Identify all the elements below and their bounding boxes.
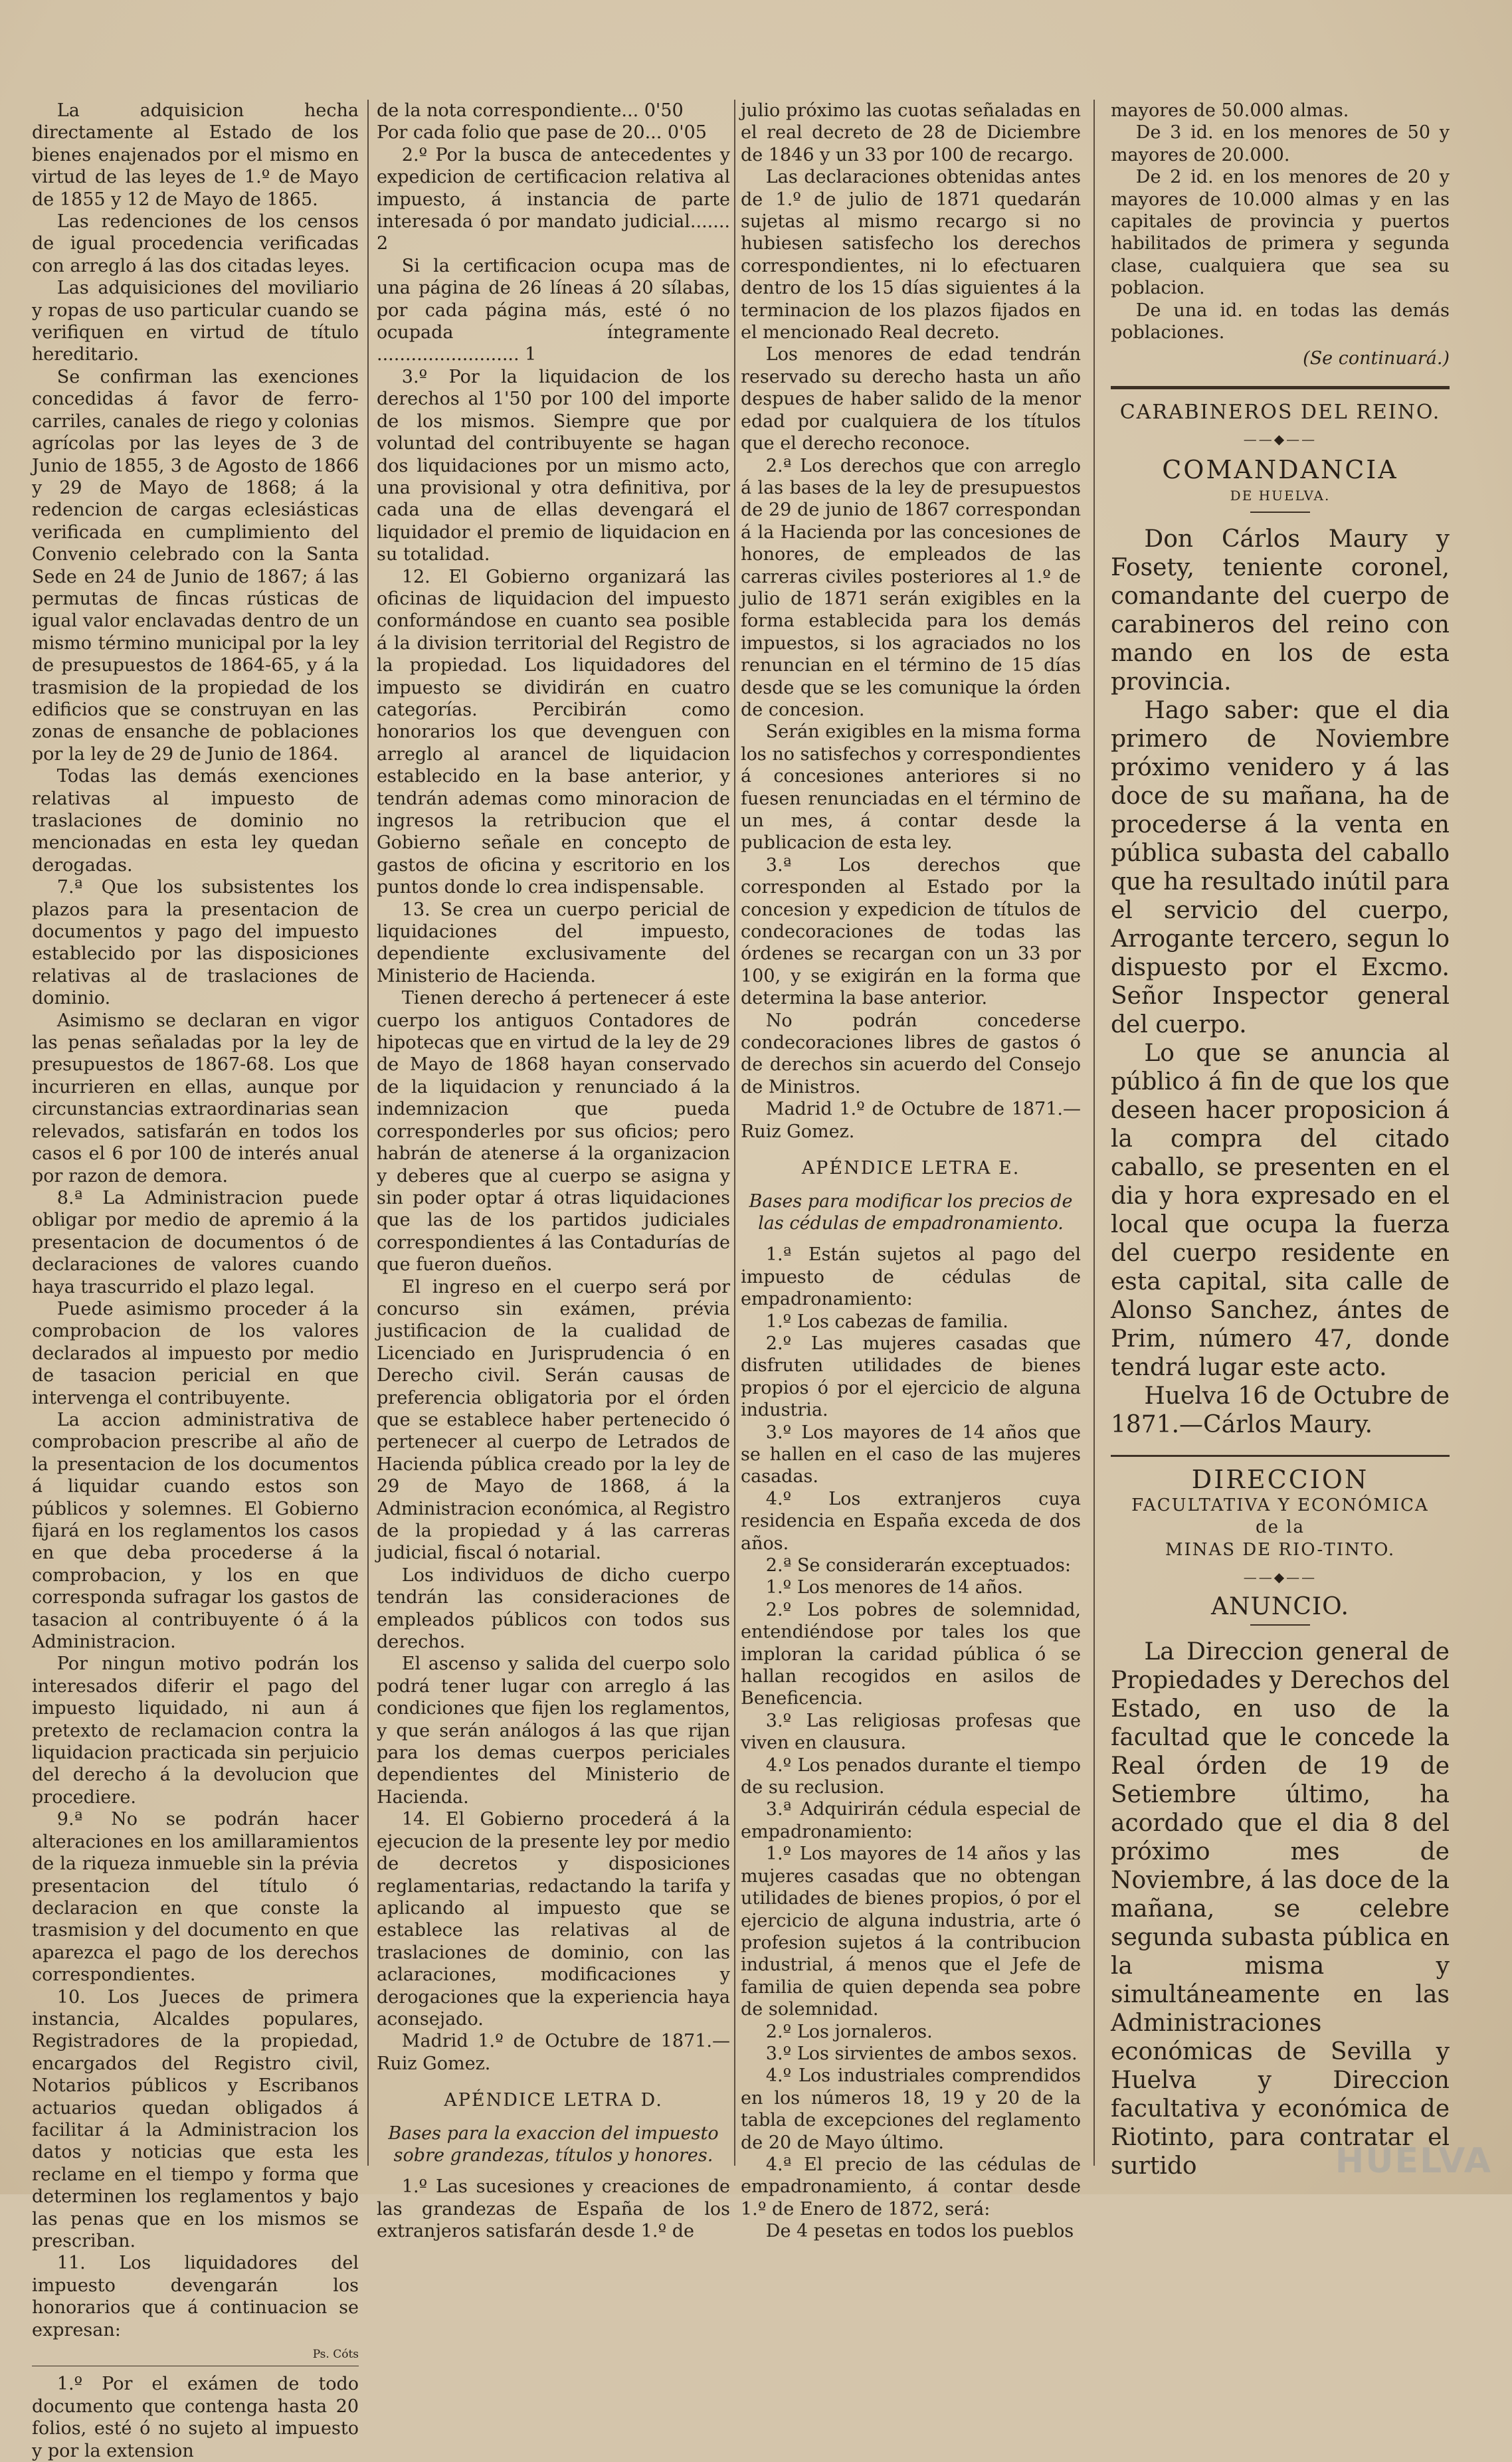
paragraph: 2.ª Se considerarán exceptuados: <box>765 1555 1071 1576</box>
paragraph: 8.ª La Administracion puede obligar por medio de apremio á la presentacion de documentos ó de declaraciones de valores cuando haya trascurrido el plazo legal. <box>32 1187 359 1297</box>
continuation-note: (Se continuará.) <box>1303 348 1450 369</box>
paragraph: de la nota correspondiente... 0'50 <box>377 100 684 121</box>
paragraph: De una id. en todas las demás poblaciones. <box>1111 300 1450 343</box>
fee-column-label: Ps. Cóts <box>32 2344 359 2366</box>
paragraph: 2.º Las mujeres casadas que disfruten utilidades de bienes propios ó por el ejercicio de alguna industria. <box>741 1333 1081 1421</box>
paragraph: De 4 pesetas en todos los pueblos <box>765 2221 1074 2242</box>
paragraph: Las adquisiciones del moviliario y ropas de uso particular cuando se verifiquen en virtud de título hereditario. <box>32 278 359 365</box>
column-2 <box>377 100 730 2242</box>
paragraph: mayores de 50.000 almas. <box>1111 100 1349 121</box>
announcement-heading: ANUNCIO. <box>1211 1592 1349 1620</box>
paragraph: Tienen derecho á pertenecer á este cuerpo los antiguos Contadores de hipotecas que en virtud de la ley de 29 de Mayo de 1868 hayan conservado de la liquidacion y renunciado á la indemnizacion que pueda corresponderles por sus oficios; pero habrán de atenerse á la organizacion y deberes que al cuerpo se asigna y sin poder optar á otras liquidaciones que las de los partidos judiciales correspondientes á las Contadurías de que fueron dueños. <box>377 988 730 1276</box>
paragraph: 9.ª No se podrán hacer alteraciones en los amillaramientos de la riqueza inmueble sin la prévia presentacion del título ó declaracion en que conste la trasmision y del documento en que aparezca el pago de los derechos correspondientes. <box>32 1809 359 1986</box>
paragraph: 3.ª Adquirirán cédula especial de empadronamiento: <box>741 1799 1081 1842</box>
paragraph: El ingreso en el cuerpo será por concurso sin exámen, prévia justificacion de la cualidad de Licenciado en Jurisprudencia ó en Derecho civil. Serán causas de preferencia obligatoria por el órden que se establece haber pertenecido ó pertenecer al cuerpo de Letrados de Hacienda pública creado por la ley de 29 de Mayo de 1868, á la Administracion económica, al Registro de la propiedad y á las carreras judicial, fiscal ó notarial. <box>377 1276 730 1564</box>
paragraph: 4.º Los industriales comprendidos en los números 18, 19 y 20 de la tabla de excepciones del reglamento de 20 de Mayo último. <box>741 2065 1081 2153</box>
ornament-divider: ——◆—— <box>1243 431 1317 448</box>
short-rule <box>1250 1624 1310 1626</box>
paragraph: No podrán concederse condecoraciones libres de gastos ó de derechos sin acuerdo del Consejo de Ministros. <box>741 1010 1081 1097</box>
section-subtitle: FACULTATIVA Y ECONÓMICA <box>1131 1495 1429 1515</box>
paragraph: 1.º Las sucesiones y creaciones de las grandezas de España de los extranjeros satisfarán desde 1.º de <box>377 2176 730 2242</box>
section-divider <box>1111 1455 1450 1457</box>
paragraph: 1.º Los cabezas de familia. <box>765 1311 1008 1332</box>
paragraph: Por cada folio que pase de 20... 0'05 <box>377 122 707 143</box>
paragraph: La adquisicion hecha directamente al Estado de los bienes enajenados por el mismo en virtud de las leyes de 1.º de Mayo de 1855 y 12 de Mayo de 1865. <box>32 100 359 210</box>
paragraph: 2.ª Los derechos que con arreglo á las bases de la ley de presupuestos de 29 de junio de 1867 correspondan á la Hacienda por las concesiones de honores, de empleados de las carreras civiles posteriores al 1.º de julio de 1871 serán exigibles en la forma establecida para los demás impuestos, si los agraciados no los renuncian en el término de 15 días desde que se les comunique la órden de concesion. <box>741 455 1081 720</box>
paragraph: 1.º Los mayores de 14 años y las mujeres casadas que no obtengan utilidades de bienes propios, ó por el ejercicio de alguna industria, arte ó profesion sujetos á la contribucion industrial, á menos que el Jefe de familia de quien dependa sea pobre de solemnidad. <box>741 1844 1081 2020</box>
paragraph: 1.º Por el exámen de todo documento que contenga hasta 20 folios, esté ó no sujeto al impuesto y por la extension <box>32 2374 359 2461</box>
paragraph: 1.ª Están sujetos al pago del impuesto de cédulas de empadronamiento: <box>741 1244 1081 1310</box>
paragraph: 2.º Por la busca de antecedentes y expedicion de certificacion relativa al impuesto, á instancia de parte interesada ó por mandato judicial....... 2 <box>377 144 730 254</box>
column-rule <box>367 100 369 2166</box>
paragraph: 13. Se crea un cuerpo pericial de liquidaciones del impuesto, dependiente exclusivamente del Ministerio de Hacienda. <box>377 899 730 987</box>
paragraph: Puede asimismo proceder á la comprobacion de los valores declarados al impuesto por medio de tasacion pericial en que intervenga el contribuyente. <box>32 1298 359 1408</box>
column-1 <box>32 100 359 2461</box>
paragraph: Hago saber: que el dia primero de Noviembre próximo venidero y á las doce de su mañana, ha de procederse á la venta en pública subasta del caballo que ha resultado inútil para el servicio del cuerpo, Arrogante tercero, segun lo dispuesto por el Excmo. Señor Inspector general del cuerpo. <box>1111 696 1450 1038</box>
paragraph: Los menores de edad tendrán reservado su derecho hasta un año despues de haber salido de la menor edad por cualquiera de los títulos que el derecho reconoce. <box>741 344 1081 454</box>
paragraph: 2.º Los pobres de solemnidad, entendiéndose por tales los que imploran la caridad pública ó se hallan recogidos en asilos de Beneficencia. <box>741 1599 1081 1709</box>
paragraph: De 3 id. en los menores de 50 y mayores de 20.000. <box>1111 122 1450 165</box>
paragraph: 3.º Los sirvientes de ambos sexos. <box>765 2043 1078 2064</box>
paragraph: 4.º Los penados durante el tiempo de su reclusion. <box>741 1754 1081 1798</box>
section-subsubsubtitle: MINAS DE RIO-TINTO. <box>1165 1539 1396 1560</box>
paragraph: 4.º Los extranjeros cuya residencia en España exceda de dos años. <box>741 1488 1081 1554</box>
signature-line: Madrid 1.º de Octubre de 1871.— Ruiz Gomez. <box>377 2031 730 2074</box>
paragraph: Huelva 16 de Octubre de 1871.—Cárlos Maury. <box>1111 1382 1450 1438</box>
paragraph: Serán exigibles en la misma forma los no satisfechos y correspondientes á concesiones anteriores si no fuesen renunciadas en el término de un mes, á contar desde la publicacion de esta ley. <box>741 721 1081 854</box>
paragraph: Todas las demás exenciones relativas al impuesto de traslaciones de dominio no mencionadas en esta ley quedan derogadas. <box>32 766 359 876</box>
section-title: CARABINEROS DEL REINO. <box>1119 400 1441 424</box>
section-subtitle: COMANDANCIA <box>1162 454 1398 484</box>
paragraph: Se confirman las exenciones concedidas á favor de ferro-carriles, canales de riego y colonias agrícolas por las leyes de 3 de Junio de 1855, 3 de Agosto de 1866 y 29 de Mayo de 1868; á la redencion de cargas eclesiásticas verificada en cumplimiento del Convenio celebrado con la Santa Sede en 24 de Junio de 1867; á las permutas de fincas rústicas de igual valor enclavadas dentro de un mismo término municipal por la ley de presupuestos de 1864-65, y á la trasmision de la propiedad de los edificios que se construyan en las zonas de ensanche de poblaciones por la ley de 29 de Junio de 1864. <box>32 366 359 765</box>
paragraph: Lo que se anuncia al público á fin de que los que deseen hacer proposicion á la compra del citado caballo, se presenten en el dia y hora expresado en el local que ocupa la fuerza del cuerpo residente en esta capital, sita calle de Alonso Sanchez, ántes de Prim, número 47, donde tendrá lugar este acto. <box>1111 1039 1450 1381</box>
paragraph: 2.º Los jornaleros. <box>765 2021 933 2042</box>
section-subsubtitle: DE HUELVA. <box>1230 488 1331 504</box>
paragraph: 3.ª Los derechos que corresponden al Estado por la concesion y expedicion de títulos de condecoraciones de todas las órdenes se recargan con un 33 por 100, y se exigirán en la forma que determina la base anterior. <box>741 854 1081 1009</box>
paragraph: 12. El Gobierno organizará las oficinas de liquidacion del impuesto conformándose en cuanto sea posible á la division territorial del Registro de la propiedad. Los liquidadores del impuesto se dividirán en cuatro categorías. Percibirán como honorarios los que devenguen con arreglo al arancel de liquidacion establecido en la base anterior, y tendrán ademas como minoracion de ingresos la retribucion que el Gobierno señale en concepto de gastos de oficina y escritorio en los puntos donde lo crea indispensable. <box>377 566 730 898</box>
paragraph: Asimismo se declaran en vigor las penas señaladas por la ley de presupuestos de 1867-68. Los que incurrieren en ellas, aunque por circunstancias extraordinarias sean relevados, satisfarán en todos los casos el 6 por 100 de interés anual por razon de demora. <box>32 1010 359 1186</box>
paragraph: Las declaraciones obtenidas antes de 1.º de julio de 1871 quedarán sujetas al mismo recargo si no hubiesen satisfecho los derechos correspondientes, ni lo efectuaren dentro de los 15 días siguientes á la terminacion de los plazos fijados en el mencionado Real decreto. <box>741 167 1081 343</box>
signature-line: Madrid 1.º de Octubre de 1871.— Ruiz Gomez. <box>741 1099 1081 1142</box>
paragraph: 3.º Los mayores de 14 años que se hallen en el caso de las mujeres casadas. <box>741 1422 1081 1487</box>
paragraph: 11. Los liquidadores del impuesto devengarán los honorarios que á continuacion se expresan: <box>32 2253 359 2340</box>
column-rule <box>734 100 735 2166</box>
paragraph: 4.ª El precio de las cédulas de empadronamiento, á contar desde 1.º de Enero de 1872, será: <box>741 2154 1081 2220</box>
column-3 <box>741 100 1081 2242</box>
paragraph: 1.º Los menores de 14 años. <box>765 1577 1023 1598</box>
paragraph: Por ningun motivo podrán los interesados diferir el pago del impuesto liquidado, ni aun á pretexto de reclamacion contra la liquidacion practicada sin perjuicio del derecho á la devolucion que procediere. <box>32 1654 359 1808</box>
archive-watermark: HUELVA <box>1335 2141 1492 2181</box>
paragraph: 7.ª Que los subsistentes los plazos para la presentacion de documentos y pago del impuesto establecido por las disposiciones relativas al de traslaciones de dominio. <box>32 877 359 1009</box>
paragraph: Don Cárlos Maury y Fosety, teniente coronel, comandante del cuerpo de carabineros del reino con mando en los de esta provincia. <box>1111 525 1450 696</box>
paragraph: julio próximo las cuotas señaladas en el real decreto de 28 de Diciembre de 1846 y un 33 por 100 de recargo. <box>741 100 1081 165</box>
paragraph: 3.º Las religiosas profesas que viven en clausura. <box>741 1710 1081 1754</box>
column-rule <box>1093 100 1095 2166</box>
section-divider <box>1111 386 1450 389</box>
paragraph: Si la certificacion ocupa mas de una página de 26 líneas á 20 sílabas, por cada página más, esté ó no ocupada íntegramente ......................... 1 <box>377 255 730 365</box>
appendix-subheading: Bases para la exaccion del impuesto sobre grandezas, títulos y honores. <box>388 2123 719 2166</box>
paragraph: La accion administrativa de comprobacion prescribe al año de la presentacion de los documentos á liquidar cuando estos son públicos y solemnes. El Gobierno fijará en los reglamentos los casos en que deba procederse á la comprobacion, y los en que corresponda sufragar los gastos de tasacion al contribuyente ó á la Administracion. <box>32 1409 359 1653</box>
appendix-heading: APÉNDICE LETRA D. <box>444 2090 663 2111</box>
short-rule <box>1250 512 1310 513</box>
appendix-subheading: Bases para modificar los precios de las cédulas de empadronamiento. <box>749 1190 1073 1234</box>
paragraph: De 2 id. en los menores de 20 y mayores de 10.000 almas y en las capitales de provincia y puertos habilitados de primera y segunda clase, cualquiera que sea su poblacion. <box>1111 167 1450 299</box>
column-4 <box>1111 100 1450 2180</box>
paragraph: 3.º Por la liquidacion de los derechos al 1'50 por 100 del importe de los mismos. Siempre que por voluntad del contribuyente se hagan dos liquidaciones por un mismo acto, una provisional y otra definitiva, por cada una de ellas devengará el liquidador el premio de liquidacion en su totalidad. <box>377 366 730 565</box>
paragraph: La Direccion general de Propiedades y Derechos del Estado, en uso de la facultad que le concede la Real órden de 19 de Setiembre último, ha acordado que el dia 8 del próximo mes de Noviembre, á las doce de la mañana, se celebre segunda subasta pública en la misma y simultáneamente en las Administraciones económicas de Sevilla y Huelva y Direccion facultativa y económica de Riotinto, para contratar el surtido <box>1111 1638 1450 2180</box>
paragraph: El ascenso y salida del cuerpo solo podrá tener lugar con arreglo á las condiciones que fijen los reglamentos, y que serán análogos á las que rijan para los demas cuerpos periciales dependientes del Ministerio de Hacienda. <box>377 1654 730 1808</box>
ornament-divider: ——◆—— <box>1243 1569 1317 1586</box>
paragraph: 14. El Gobierno procederá á la ejecucion de la presente ley por medio de decretos y disposiciones reglamentarias, redactando la tarifa y aplicando al impuesto que se establece las relativas al de traslaciones de dominio, con las aclaraciones, modificaciones y derogaciones que la experiencia haya aconsejado. <box>377 1809 730 2030</box>
paragraph: Los individuos de dicho cuerpo tendrán las consideraciones de empleados públicos con todos sus derechos. <box>377 1564 730 1653</box>
paragraph: 10. Los Jueces de primera instancia, Alcaldes populares, Registradores de la propiedad, encargados del Registro civil, Notarios públicos y Escribanos actuarios quedan obligados á facilitar á la Administracion los datos y noticias que esta les reclame en el tiempo y forma que determinen los reglamentos y bajo las penas que en los mismos se prescriban. <box>32 1986 359 2251</box>
paragraph: Las redenciones de los censos de igual procedencia verificadas con arreglo á las dos citadas leyes. <box>32 211 359 276</box>
appendix-heading: APÉNDICE LETRA E. <box>801 1158 1020 1179</box>
section-title: DIRECCION <box>1191 1464 1369 1494</box>
section-subsubtitle: de la <box>1255 1517 1305 1538</box>
